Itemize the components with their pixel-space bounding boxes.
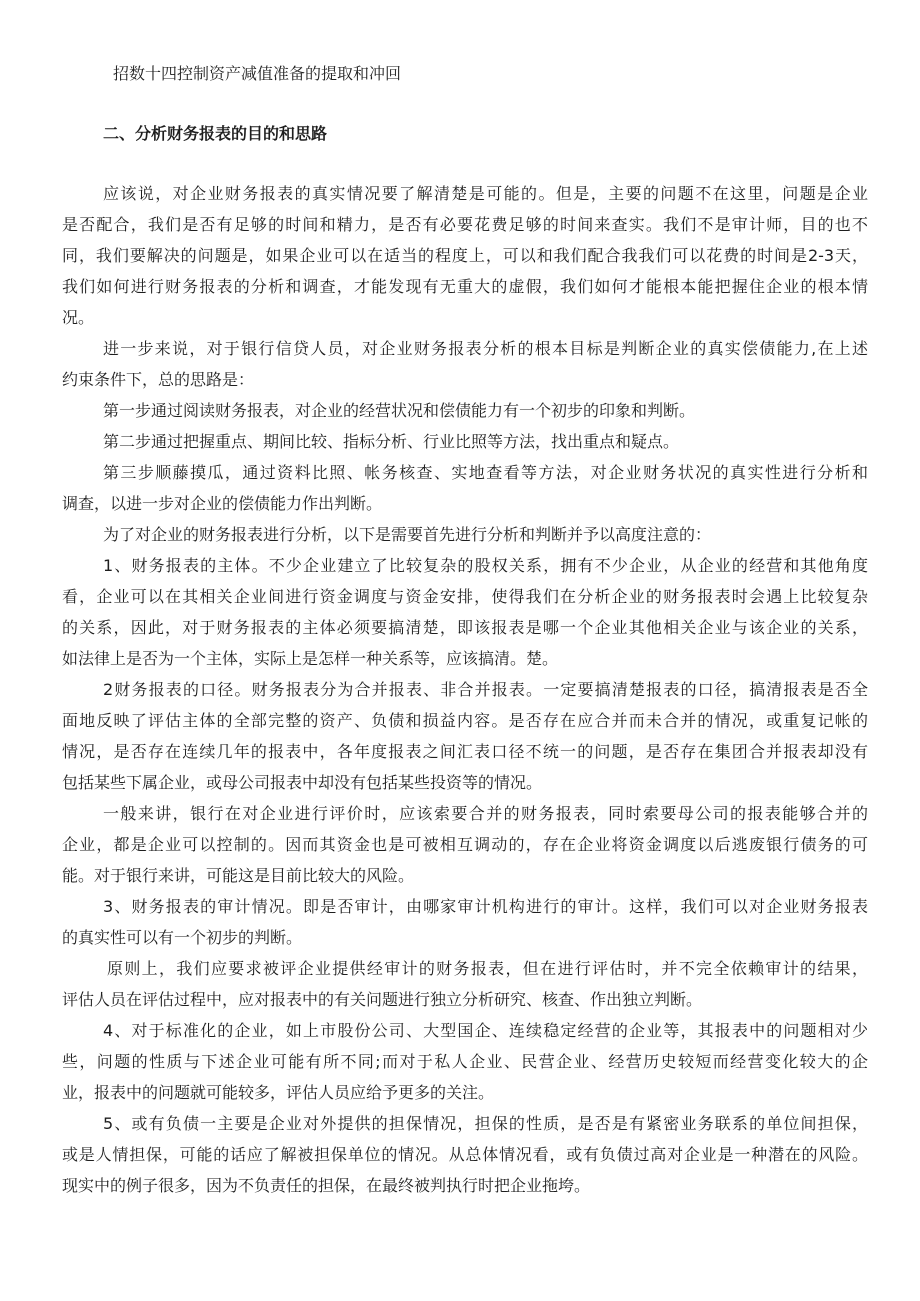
- text-line: 同，我们要解决的问题是，如果企业可以在适当的程度上，可以和我们配合我我们可以花费的时间是2-3天，: [62, 246, 868, 265]
- paragraph: [62, 1108, 868, 1201]
- text-line: 3、财务报表的审计情况。即是否审计，由哪家审计机构进行的审计。这样，我们可以对企业财务报表: [103, 897, 868, 916]
- text-line: 是否配合，我们是否有足够的时间和精力，是否有必要花费足够的时间来查实。我们不是审计师，目的也不: [62, 215, 868, 234]
- title-line: 招数十四控制资产减值准备的提取和冲回: [113, 64, 402, 83]
- text-line: 能。对于银行来讲，可能这是目前比较大的风险。: [62, 866, 415, 885]
- text-line: 情况，是否存在连续几年的报表中，各年度报表之间汇表口径不统一的问题，是否存在集团合并报表却没有: [62, 742, 868, 761]
- paragraph: [62, 178, 868, 333]
- paragraph: [62, 891, 868, 953]
- text-line: 的关系，因此，对于财务报表的主体必须要搞清楚，即该报表是哪一个企业其他相关企业与该企业的关系，: [62, 618, 868, 637]
- text-line: 1、财务报表的主体。不少企业建立了比较复杂的股权关系，拥有不少企业，从企业的经营和其他角度: [103, 556, 868, 575]
- paragraph: [62, 1015, 868, 1108]
- text-line: 应该说，对企业财务报表的真实情况要了解清楚是可能的。但是，主要的问题不在这里，问题是企业: [103, 184, 868, 203]
- text-line: 第一步通过阅读财务报表，对企业的经营状况和偿债能力有一个初步的印象和判断。: [103, 401, 696, 420]
- paragraph: [62, 550, 868, 674]
- text-line: 一般来讲，银行在对企业进行评价时，应该索要合并的财务报表，同时索要母公司的报表能够合并的: [103, 804, 868, 823]
- text-line: 业，报表中的问题就可能较多，评估人员应给予更多的关注。: [62, 1083, 495, 1102]
- text-line: 第三步顺藤摸瓜，通过资料比照、帐务核查、实地查看等方法，对企业财务状况的真实性进行分析和: [103, 463, 868, 482]
- paragraph: [62, 395, 868, 426]
- text-line: 2财务报表的口径。财务报表分为合并报表、非合并报表。一定要搞清楚报表的口径，搞清报表是否全: [103, 680, 868, 699]
- text-line: 现实中的例子很多，因为不负责任的担保，在最终被判执行时把企业拖垮。: [62, 1176, 591, 1195]
- text-line: 调查，以进一步对企业的偿债能力作出判断。: [62, 494, 383, 513]
- text-line: 进一步来说，对于银行信贷人员，对企业财务报表分析的根本目标是判断企业的真实偿债能力,在上述: [103, 339, 868, 358]
- paragraph: [62, 519, 868, 550]
- text-line: 如法律上是否为一个主体，实际上是怎样一种关系等，应该搞清。楚。: [62, 649, 559, 668]
- paragraph: [62, 426, 868, 457]
- document-body: [62, 178, 868, 1201]
- paragraph: [62, 674, 868, 798]
- text-line: 评估人员在评估过程中，应对报表中的有关问题进行独立分析研究、核查、作出独立判断。: [62, 990, 703, 1009]
- text-line: 约束条件下，总的思路是：: [62, 370, 255, 389]
- text-line: 原则上，我们应要求被评企业提供经审计的财务报表，但在进行评估时，并不完全依赖审计的结果，: [107, 959, 868, 978]
- text-line: 的真实性可以有一个初步的判断。: [62, 928, 303, 947]
- text-line: 第二步通过把握重点、期间比较、指标分析、行业比照等方法，找出重点和疑点。: [103, 432, 680, 451]
- text-line: 看，企业可以在其相关企业间进行资金调度与资金安排，使得我们在分析企业的财务报表时会遇上比较复杂: [62, 587, 868, 606]
- paragraph: [62, 333, 868, 395]
- paragraph: [62, 953, 868, 1015]
- text-line: 面地反映了评估主体的全部完整的资产、负债和损益内容。是否存在应合并而未合并的情况，或重复记帐的: [62, 711, 868, 730]
- section-heading: 二、分析财务报表的目的和思路: [103, 124, 328, 143]
- text-line: 5、或有负债一主要是企业对外提供的担保情况，担保的性质，是否是有紧密业务联系的单位间担保，: [103, 1114, 868, 1133]
- text-line: 企业，都是企业可以控制的。因而其资金也是可被相互调动的，存在企业将资金调度以后逃废银行债务的可: [62, 835, 868, 854]
- text-line: 4、对于标准化的企业，如上市股份公司、大型国企、连续稳定经营的企业等，其报表中的问题相对少: [103, 1021, 868, 1040]
- text-line: 或是人情担保，可能的话应了解被担保单位的情况。从总体情况看，或有负债过高对企业是一种潜在的风险。: [62, 1145, 868, 1164]
- text-line: 为了对企业的财务报表进行分析，以下是需要首先进行分析和判断并予以高度注意的：: [103, 525, 712, 544]
- text-line: 些，问题的性质与下述企业可能有所不同;而对于私人企业、民营企业、经营历史较短而经营变化较大的企: [62, 1052, 868, 1071]
- paragraph: [62, 798, 868, 891]
- text-line: 包括某些下属企业，或母公司报表中却没有包括某些投资等的情况。: [62, 773, 543, 792]
- paragraph: [62, 457, 868, 519]
- text-line: 况。: [62, 308, 95, 327]
- text-line: 我们如何进行财务报表的分析和调查，才能发现有无重大的虚假，我们如何才能根本能把握住企业的根本情: [62, 277, 868, 296]
